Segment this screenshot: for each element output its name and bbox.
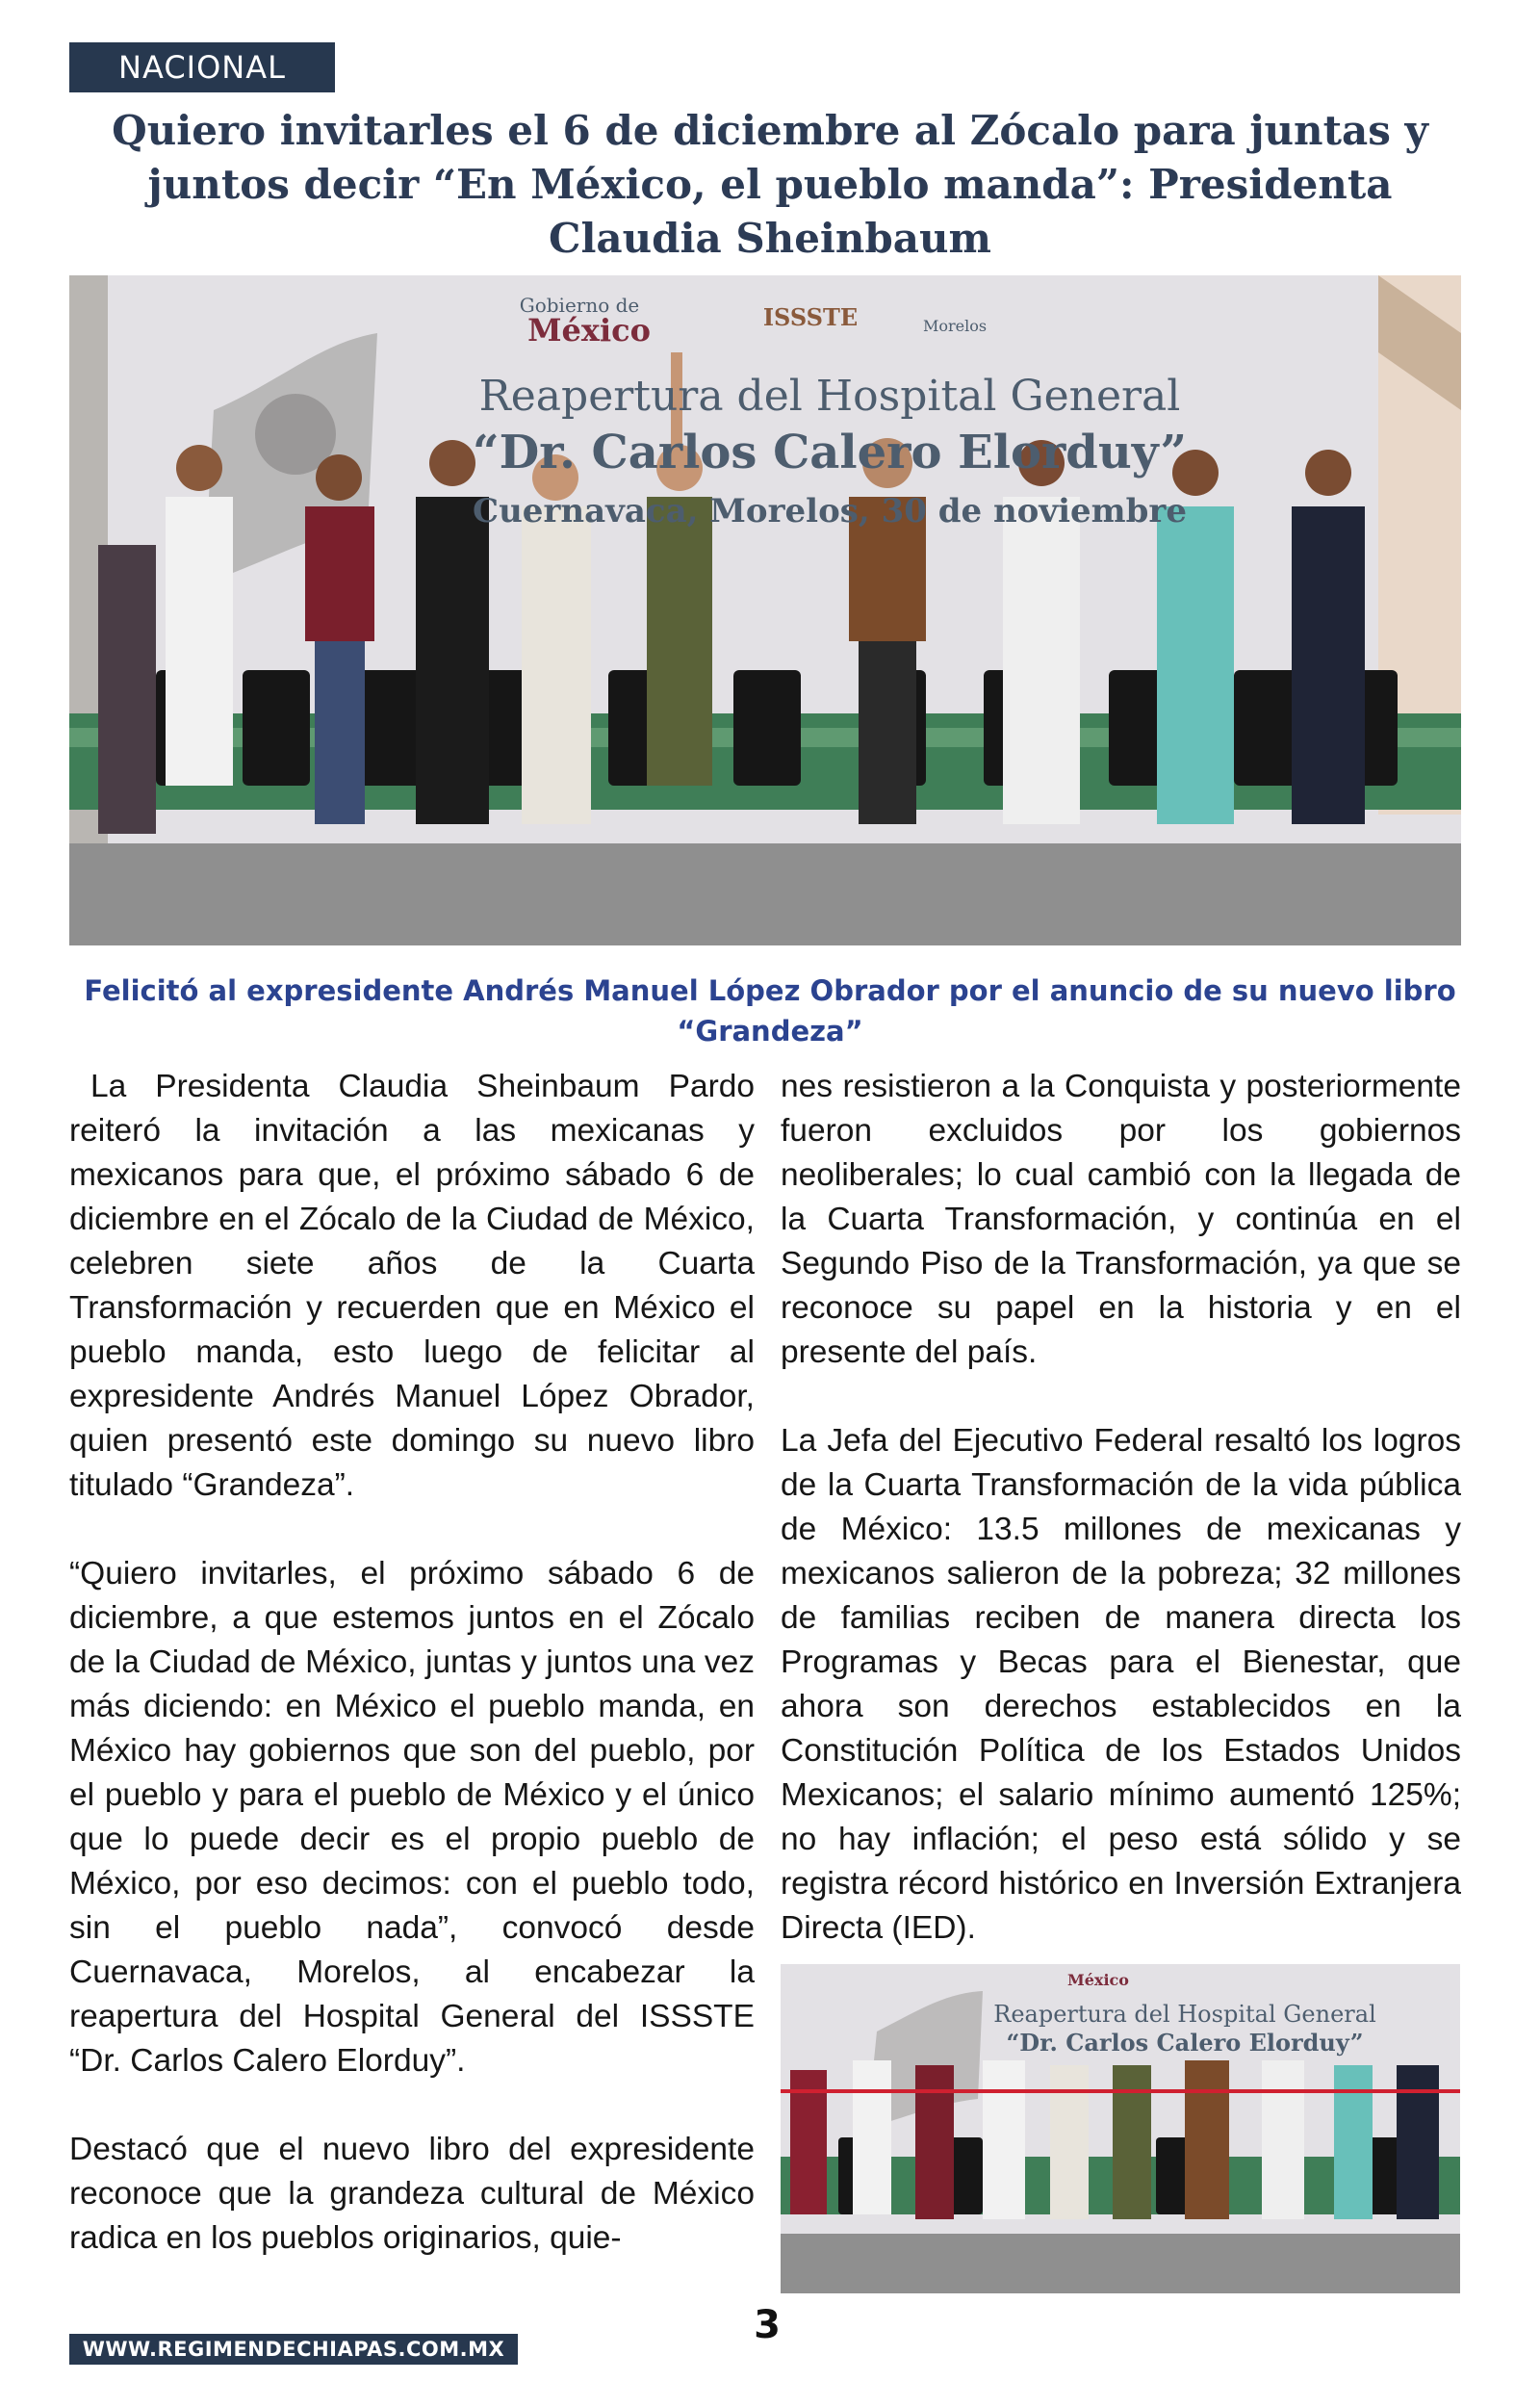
paragraph: nes resistieron a la Conquista y posteriormente fueron excluidos por los gobiernos neoliberales; lo cual cambió con la llegada de la Cuarta Transformación, y continúa en el Segundo Piso de la Transformación, ya que se reconoce su papel en la historia y en el presente del país.: [781, 1069, 1461, 1370]
main-photo: [69, 275, 1461, 945]
logo-gobierno-line1: Gobierno de: [519, 294, 640, 317]
second-logo: México: [1067, 1971, 1129, 1989]
second-banner-line2: “Dr. Carlos Calero Elorduy”: [1006, 2029, 1364, 2057]
page-number: 3: [754, 2303, 781, 2347]
logo-gobierno-line2: México: [527, 312, 651, 349]
second-banner-line1: Reapertura del Hospital General: [993, 2001, 1376, 2028]
banner-line3: Cuernavaca, Morelos, 30 de noviembre: [473, 492, 1187, 531]
paragraph: La Jefa del Ejecutivo Federal resaltó los logros de la Cuarta Transformación de la vida pública de México: 13.5 millones de mexicanas y mexicanos salieron de la pobreza; 32 millones de familias reciben de manera directa los Programas y Becas para el Bienestar, que ahora son derechos establecidos en la Constitución Política de los Estados Unidos Mexicanos; el salario mínimo aumentó 125%; no hay inflación; el peso está sólido y se registra récord histórico en Inversión Extranjera Directa (IED).: [781, 1423, 1461, 1946]
logo-morelos: Morelos: [922, 317, 988, 335]
banner-line1: Reapertura del Hospital General: [478, 372, 1181, 421]
article-column-right: [781, 1065, 1461, 1995]
section-label: NACIONAL: [69, 42, 335, 92]
article-column-left: [69, 1065, 755, 2305]
photo-caption: Felicitó al expresidente Andrés Manuel López Obrador por el anuncio de su nuevo libro “Grandeza”: [84, 974, 1456, 1048]
footer-url[interactable]: WWW.REGIMENDECHIAPAS.COM.MX: [69, 2334, 518, 2365]
article-headline: Quiero invitarles el 6 de diciembre al Zócalo para juntas y juntos decir “En México, el pueblo manda”: Presidenta Claudia Sheinbaum: [112, 107, 1428, 262]
banner-line2: “Dr. Carlos Calero Elorduy”: [472, 426, 1188, 479]
paragraph: Destacó que el nuevo libro del expresidente reconoce que la grandeza cultural de México radica en los pueblos originarios, quie-: [69, 2132, 755, 2256]
logo-issste: ISSSTE: [762, 303, 859, 331]
secondary-photo: [781, 1964, 1460, 2293]
paragraph: “Quiero invitarles, el próximo sábado 6 de diciembre, a que estemos juntos en el Zócalo de la Ciudad de México, juntas y juntos una vez más diciendo: en México el pueblo manda, en México hay gobiernos que son del pueblo, por el pueblo y para el pueblo de México y el único que lo puede decir es el propio pueblo de México, por eso decimos: con el pueblo todo, sin el pueblo nada”, convocó desde Cuernavaca, Morelos, al encabezar la reapertura del Hospital General del ISSSTE “Dr. Carlos Calero Elorduy”.: [69, 1556, 755, 2079]
paragraph: La Presidenta Claudia Sheinbaum Pardo reiteró la invitación a las mexicanas y mexicanos para que, el próximo sábado 6 de diciembre en el Zócalo de la Ciudad de México, celebren siete años de la Cuarta Transformación y recuerden que en México el pueblo manda, esto luego de felicitar al expresidente Andrés Manuel López Obrador, quien presentó este domingo su nuevo libro titulado “Grandeza”.: [69, 1069, 755, 1503]
